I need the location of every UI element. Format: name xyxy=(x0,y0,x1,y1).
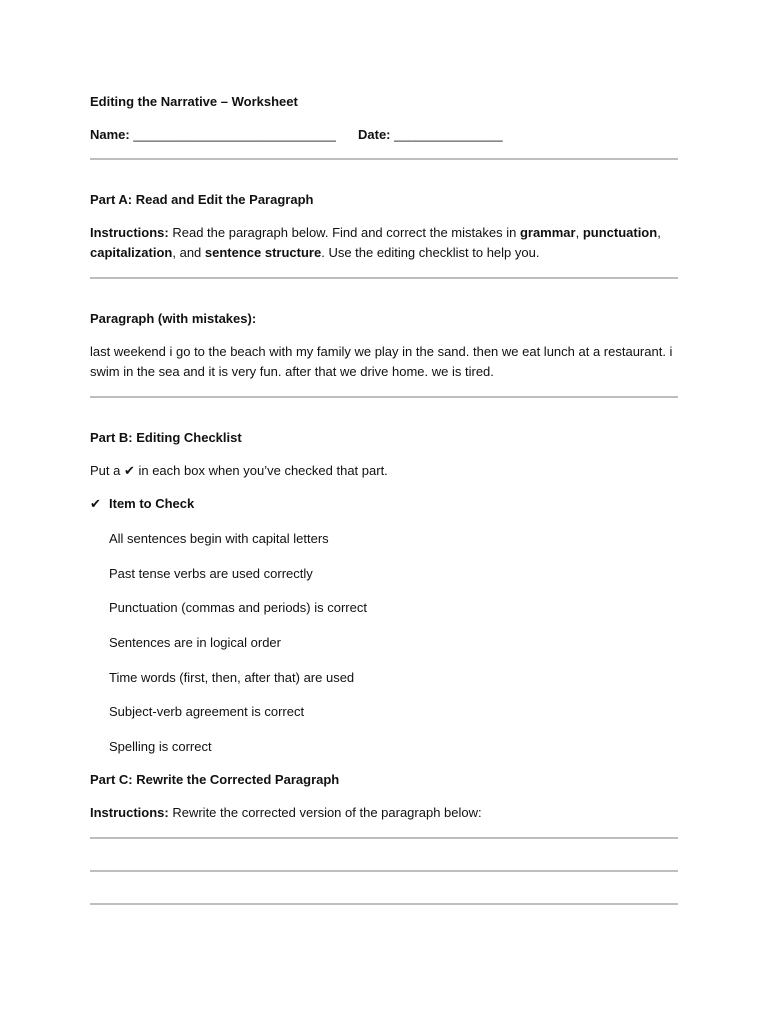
checklist-header-row xyxy=(90,496,101,512)
writing-line[interactable] xyxy=(90,837,678,839)
separator: , xyxy=(657,225,661,240)
checklist-intro: Put a ✔ in each box when you’ve checked that part. xyxy=(90,463,388,478)
checklist-item: Spelling is correct xyxy=(109,739,212,754)
part-b-heading: Part B: Editing Checklist xyxy=(90,430,242,445)
instructions-label: Instructions: xyxy=(90,805,169,820)
instructions-label: Instructions: xyxy=(90,225,169,240)
keyword-capitalization: capitalization xyxy=(90,244,173,260)
checklist-column-header: Item to Check xyxy=(109,496,195,511)
keyword-grammar: grammar xyxy=(519,225,576,240)
keyword-sentence-structure: sentence structure xyxy=(204,244,322,260)
worksheet-title: Editing the Narrative – Worksheet xyxy=(90,94,298,109)
date-field xyxy=(358,127,503,143)
part-a-instructions xyxy=(90,223,680,262)
divider xyxy=(90,277,678,279)
date-label: Date: xyxy=(358,127,391,142)
name-label: Name: xyxy=(90,127,130,142)
divider xyxy=(90,396,678,398)
instructions-text: . Use the editing checklist to help you. xyxy=(321,244,540,260)
name-blank: ____________________________ xyxy=(133,127,336,142)
paragraph-with-mistakes: last weekend i go to the beach with my family we play in the sand. then we eat lunch at a restaurant. i swim in the sea and it is very fun. after that we drive home. we is tired. xyxy=(90,344,673,379)
separator: , and xyxy=(172,244,205,260)
checklist-item: Past tense verbs are used correctly xyxy=(109,566,313,581)
paragraph-label: Paragraph (with mistakes): xyxy=(90,311,257,326)
keyword-punctuation: punctuation xyxy=(582,225,658,240)
date-blank: _______________ xyxy=(394,127,503,142)
part-a-heading: Part A: Read and Edit the Paragraph xyxy=(90,192,314,207)
checklist-item: Punctuation (commas and periods) is correct xyxy=(109,600,367,615)
name-field xyxy=(90,127,336,143)
checklist-item: Time words (first, then, after that) are used xyxy=(109,670,355,685)
writing-line[interactable] xyxy=(90,870,678,872)
part-c-heading: Part C: Rewrite the Corrected Paragraph xyxy=(90,772,340,787)
writing-line[interactable] xyxy=(90,903,678,905)
part-c-instructions xyxy=(90,805,482,821)
divider xyxy=(90,158,678,160)
check-mark-icon: ✔ xyxy=(90,496,101,511)
checklist-item: All sentences begin with capital letters xyxy=(109,531,329,546)
instructions-text: Read the paragraph below. Find and correct the mistakes in xyxy=(168,225,520,240)
checklist-item: Sentences are in logical order xyxy=(109,635,281,650)
instructions-text: Rewrite the corrected version of the paragraph below: xyxy=(168,805,482,820)
separator: , xyxy=(575,225,583,240)
checklist-item: Subject-verb agreement is correct xyxy=(109,704,305,719)
